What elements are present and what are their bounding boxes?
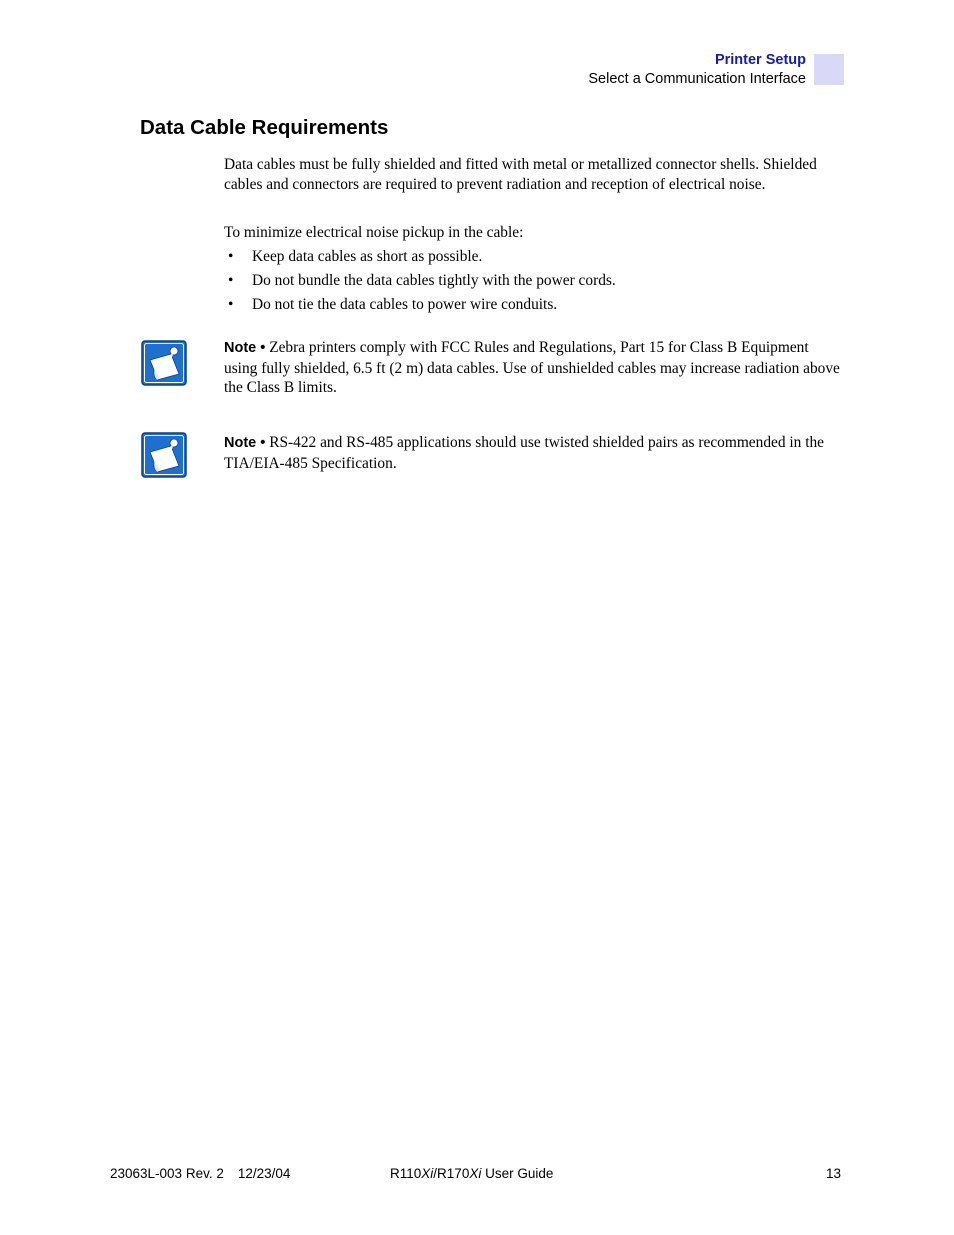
noise-tips-list xyxy=(224,247,844,319)
footer-doc-info xyxy=(110,1166,290,1181)
note-body: Zebra printers comply with FCC Rules and Regulations, Part 15 for Class B Equipment using fully shielded, 6.5 ft (2 m) data cables. Use of unshielded cables may increase radiation above the Class B limits. xyxy=(224,339,840,396)
note-body: RS-422 and RS-485 applications should use twisted shielded pairs as recommended in the TIA/EIA-485 Specification. xyxy=(224,434,825,472)
bullet-marker: • xyxy=(228,248,234,265)
footer-guide-prefix: R110 xyxy=(390,1166,422,1181)
note-pin-icon xyxy=(141,340,187,386)
note-label: Note • xyxy=(224,435,266,451)
running-header-section: Select a Communication Interface xyxy=(588,71,806,87)
footer-guide-title xyxy=(390,1166,553,1181)
note-label: Note • xyxy=(224,340,266,356)
running-header-chapter: Printer Setup xyxy=(714,52,806,68)
note-pin-icon xyxy=(141,432,187,478)
note-fcc xyxy=(224,338,844,398)
footer-guide-sep: /R170 xyxy=(433,1166,470,1181)
footer-guide-suffix: User Guide xyxy=(481,1166,554,1181)
footer-guide-model1: Xi xyxy=(421,1166,434,1181)
note-rs485 xyxy=(224,433,844,473)
footer-page-number: 13 xyxy=(825,1166,841,1181)
list-item-text: Do not bundle the data cables tightly with the power cords. xyxy=(252,272,616,289)
bullet-marker: • xyxy=(228,272,234,289)
list-item-text: Keep data cables as short as possible. xyxy=(252,248,483,265)
page-title: Data Cable Requirements xyxy=(140,116,389,139)
list-item xyxy=(224,295,844,315)
list-item xyxy=(224,271,844,291)
footer-guide-model2: Xi xyxy=(469,1166,482,1181)
bullet-marker: • xyxy=(228,296,234,313)
list-item-text: Do not tie the data cables to power wire conduits. xyxy=(252,296,558,313)
footer-doc-number: 23063L-003 Rev. 2 xyxy=(110,1166,224,1181)
footer-date: 12/23/04 xyxy=(237,1166,291,1181)
paragraph-noise-intro: To minimize electrical noise pickup in the cable: xyxy=(224,224,524,241)
chapter-tab-marker xyxy=(814,54,844,85)
paragraph-shielding: Data cables must be fully shielded and fitted with metal or metallized connector shells. Shielded cables and connectors are required to prevent radiation and reception of electrical noise. xyxy=(224,156,817,193)
list-item xyxy=(224,247,844,267)
